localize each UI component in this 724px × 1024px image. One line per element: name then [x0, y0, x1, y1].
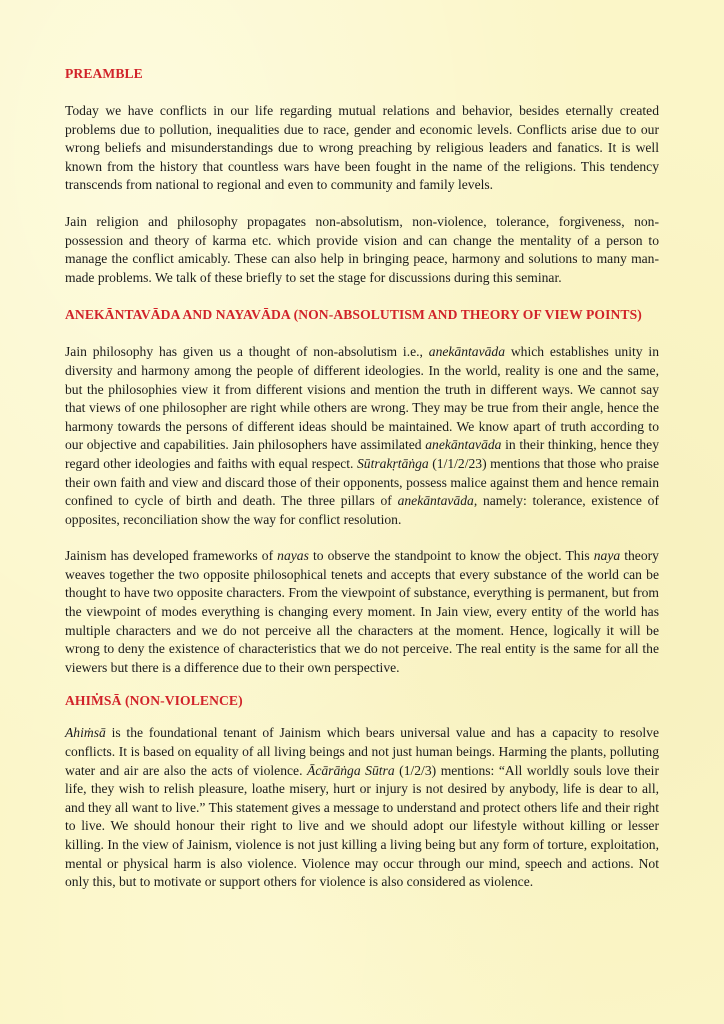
italic-term: nayas	[277, 548, 309, 564]
text-run: in their thinking, hence they regard other ideologies and faiths with equal respect.	[65, 437, 659, 471]
italic-term: Ahiṁsā	[65, 725, 106, 741]
text-run: Jain philosophy has given us a thought of non-absolutism i.e.,	[65, 344, 429, 360]
italic-term: anekāntavāda	[397, 493, 474, 509]
section-heading: AHIṀSĀ (NON-VIOLENCE)	[65, 693, 243, 709]
section-anekantavada	[65, 305, 659, 677]
text-run: , namely: tolerance, existence of opposites, reconciliation show the way for conflict resolution.	[65, 493, 659, 527]
text-run: to observe the standpoint to know the object. This	[308, 548, 594, 564]
text-run: which establishes unity in diversity and harmony among the people of different ideologies. In the world, reality is one and the same, but the philosophies view it from different visions and mention the truth in different ways. We cannot say that views of one philosopher are right while others are wrong. They may be true from their angle, hence the harmony towards the persons of different ideas should be maintained. We know apart of truth according to our objective and capabilities. Jain philosophers have assimilated	[65, 344, 659, 453]
italic-term: anekāntavāda	[428, 344, 506, 360]
italic-term: naya	[593, 548, 621, 564]
text-run: Jainism has developed frameworks of	[65, 548, 278, 564]
paragraph	[65, 724, 659, 891]
text-run: Today we have conflicts in our life regarding mutual relations and behavior, besides eternally created problems due to pollution, inequalities due to race, gender and economic levels. Conflicts arise due to our wrong beliefs and misunderstandings due to wrong preaching by religious leaders and fanatics. It is well known from the history that countless wars have been fought in the name of the religions. This tendency transcends from national to regional and even to community and family levels.	[65, 103, 659, 193]
section-heading: PREAMBLE	[65, 66, 143, 81]
text-run: is the foundational tenant of Jainism which bears universal value and has a capacity to resolve conflicts. It is based on equality of all living beings and not just human beings. Harming the plants, polluting water and air are also the acts of violence.	[65, 725, 659, 778]
italic-term: anekāntavāda	[425, 437, 502, 453]
paragraph	[65, 213, 659, 287]
document-body	[65, 64, 659, 892]
section-heading: ANEKĀNTAVĀDA AND NAYAVĀDA (NON-ABSOLUTISM AND THEORY OF VIEW POINTS)	[65, 307, 642, 323]
italic-term: Sūtrakṛtāṅga	[356, 455, 429, 471]
section-ahimsa	[65, 691, 659, 891]
text-run: (1/1/2/23) mentions that those who praise their own faith and view and discard those of their opponents, possess malice against them and hence remain confined to cycle of birth and death. The three pillars of	[65, 455, 659, 509]
text-run: Jain religion and philosophy propagates non-absolutism, non-violence, tolerance, forgiveness, non-possession and theory of karma etc. which provide vision and can change the mentality of a person to manage the conflict amicably. These can also help in bringing peace, harmony and solutions to many man-made problems. We talk of these briefly to set the stage for discussions during this seminar.	[65, 213, 659, 285]
text-run: theory weaves together the two opposite philosophical tenets and accepts that every substance of the world can be thought to have two opposite characters. From the viewpoint of substance, everything is permanent, but from the viewpoint of modes everything is changing every moment. In Jain view, every entity of the world has multiple characters and we do not perceive all the characters at the moment. Hence, logically it will be wrong to deny the existence of characteristics that we do not perceive. The real entity is the same for all the viewers but there is a difference due to their own perspective.	[65, 548, 659, 675]
paragraph	[65, 547, 659, 677]
paragraph	[65, 102, 659, 195]
text-run: (1/2/3) mentions: “All worldly souls love their life, they wish to relish pleasure, loathe misery, hurt or injury is not desired by anybody, life is dear to all, and they all want to live.” This statement gives a message to understand and protect others life and their right to live. We should honour their right to live and we should adopt our lifestyle without killing or lesser killing. In the view of Jainism, violence is not just killing a living being but any form of torture, exploitation, mental or physical harm is also violence. Violence may occur through our mind, speech and actions. Not only this, but to motivate or support others for violence is also considered as violence.	[65, 762, 659, 890]
italic-term: Ācārāṅga Sūtra	[307, 762, 395, 778]
paragraph	[65, 343, 659, 529]
section-preamble	[65, 64, 659, 287]
